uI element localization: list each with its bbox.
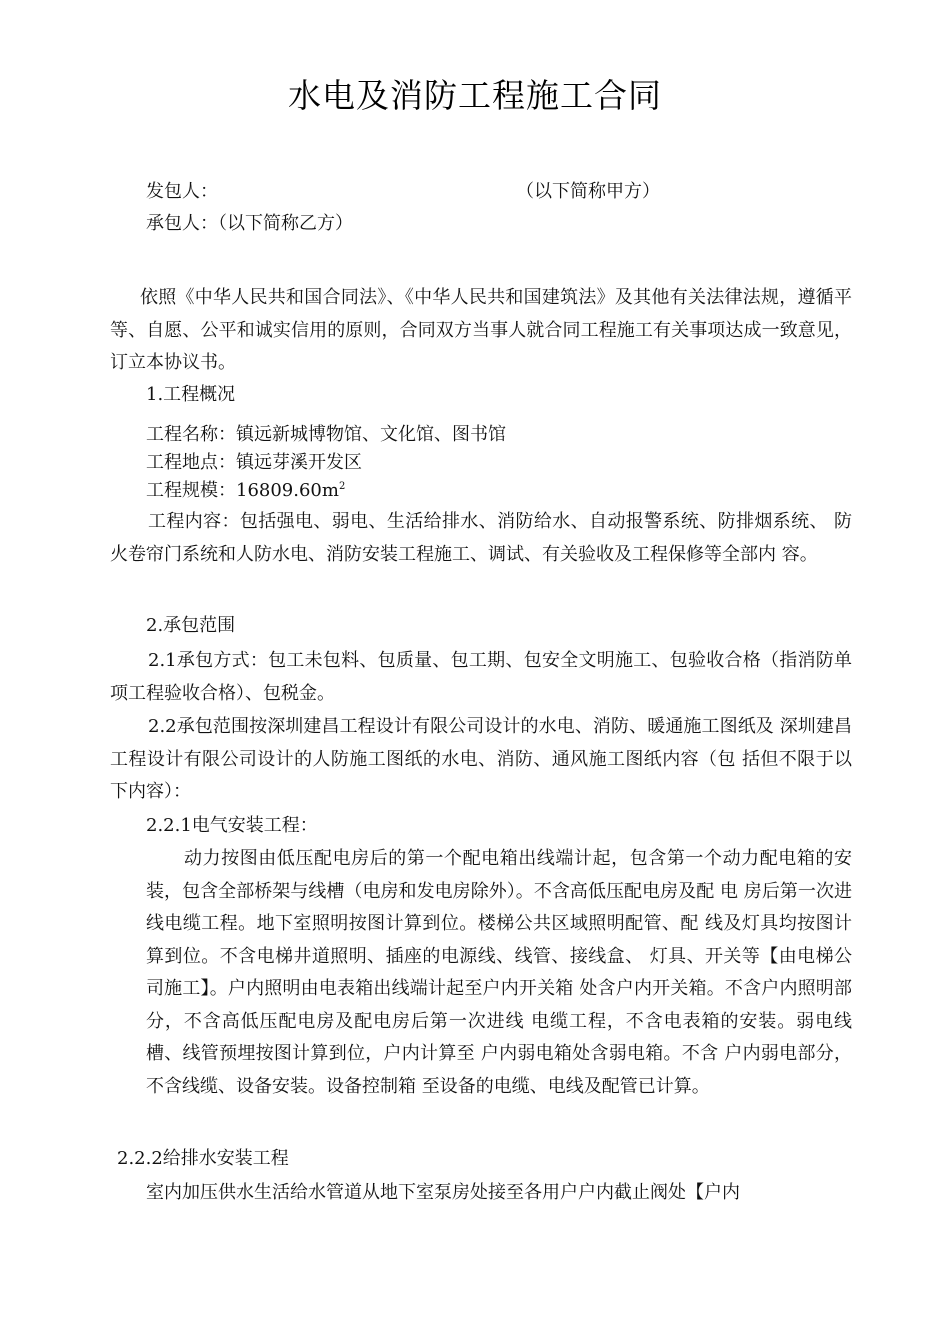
project-content-paragraph: 工程内容：包括强电、弱电、生活给排水、消防给水、自动报警系统、防排烟系统、 防火卷帘门系统和人防水电、消防安装工程施工、调试、有关验收及工程保修等全部内 容。 [110,511,852,565]
section-2-heading: 2.承包范围 [146,615,236,636]
project-location: 工程地点：镇远芽溪开发区 [146,452,362,473]
party-b-line: 承包人：（以下简称乙方） [146,213,353,234]
project-scale-text: 工程规模：16809.60m [146,480,339,501]
clause-2-1: 2.1承包方式：包工未包料、包质量、包工期、包安全文明施工、包验收合格（指消防单项工程验收合格）、包税金。 [110,650,852,704]
document-title: 水电及消防工程施工合同 [288,76,662,115]
clause-2-2-1-heading: 2.2.1电气安装工程： [146,815,318,836]
preamble-paragraph: 依照《中华人民共和国合同法》、《中华人民共和国建筑法》及其他有关法律法规，遵循平等、自愿、公平和诚实信用的原则，合同双方当事人就合同工程施工有关事项达成一致意见，订立本协议书。 [110,287,852,373]
project-scale-superscript: 2 [338,481,346,492]
clause-2-2: 2.2承包范围按深圳建昌工程设计有限公司设计的水电、消防、暖通施工图纸及 深圳建昌工程设计有限公司设计的人防施工图纸的水电、消防、通风施工图纸内容（包 括但不限于以下内容）： [110,716,852,802]
party-a-note: （以下简称甲方） [516,181,660,202]
party-a-label: 发包人： [146,181,218,202]
section-1-heading: 1.工程概况 [146,384,236,405]
project-scale [146,479,345,503]
clause-2-2-2-body: 室内加压供水生活给水管道从地下室泵房处接至各用户户内截止阀处【户内 [146,1182,740,1203]
clause-2-2-1-body: 动力按图由低压配电房后的第一个配电箱出线端计起，包含第一个动力配电箱的安装，包含全部桥架与线槽（电房和发电房除外）。不含高低压配电房及配 电 房后第一次进线电缆工程。地下室照明按图计算到位。楼梯公共区域照明配管、配 线及灯具均按图计算到位。不含电梯井道照明、插座的电源线、线管、接线盒、 灯具、开关等【由电梯公 司施工】。户内照明由电表箱出线端计起至户内开关箱 处含户内开关箱。不含户内照明部 分，不含高低压配电房及配电房后第一次进线 电缆工程，不含电表箱的安装。弱电线槽、线管预埋按图计算到位，户内计算至 户内弱电箱处含弱电箱。不含 户内弱电部分，不含线缆、设备安装。设备控制箱 至设备的电缆、电线及配管已计算。 [146,848,852,1097]
clause-2-2-2-heading: 2.2.2给排水安装工程 [117,1148,289,1169]
project-name: 工程名称：镇远新城博物馆、文化馆、图书馆 [146,424,506,445]
